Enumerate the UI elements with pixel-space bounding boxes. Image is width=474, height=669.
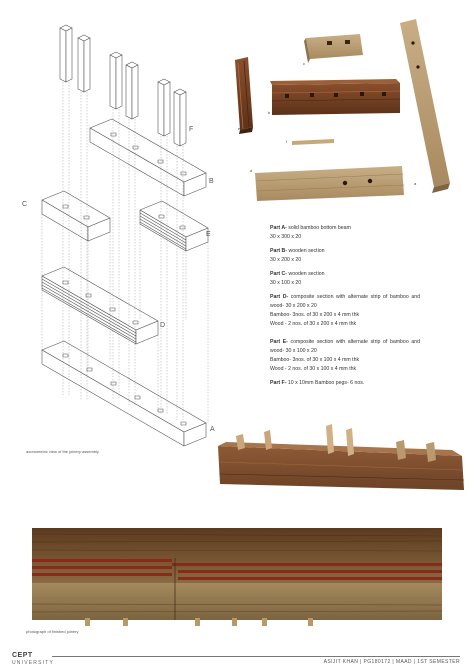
peg-group-top-right bbox=[158, 79, 186, 146]
photo-part-f bbox=[292, 139, 334, 145]
label-a: A bbox=[210, 426, 215, 433]
part-b-desc: Part B- wooden section 30 x 200 x 20 bbox=[270, 248, 325, 263]
isometric-assembly-diagram bbox=[0, 0, 240, 450]
finished-joinery-photo bbox=[0, 520, 474, 630]
label-f: F bbox=[189, 126, 194, 133]
label-b: B bbox=[209, 178, 214, 185]
photo-label-b: b bbox=[268, 110, 271, 115]
photo-part-e bbox=[235, 57, 253, 134]
author-info: ASIJIT KHAN | PG180172 | MAAD | 1ST SEMESTER bbox=[323, 659, 460, 665]
isometric-caption: axonometric view of the joinery assembly bbox=[26, 449, 99, 454]
part-d-desc: Part D- composite section with alternate strip of bamboo and wood- 30 x 200 x 20 Bamboo- 3nos. of 30 x 200 x 4 mm thk Wood - 2 nos. of 30 x 200 x 4 mm thk bbox=[270, 294, 420, 327]
photo-part-b bbox=[270, 79, 400, 115]
part-c-desc: Part C- wooden section 30 x 100 x 20 bbox=[270, 271, 325, 286]
photo-label-d: d bbox=[250, 168, 253, 173]
photo-label-c: c bbox=[303, 61, 305, 66]
peg-group-top-middle bbox=[110, 52, 138, 119]
assembled-joint-photo bbox=[212, 418, 474, 498]
university-logo-line2: UNIVERSITY bbox=[12, 660, 55, 666]
finished-photo-caption: photograph of finished joinery bbox=[26, 629, 79, 634]
peg-group-top-left bbox=[60, 25, 90, 92]
part-d-beam bbox=[42, 267, 158, 344]
photo-label-a: a bbox=[414, 181, 417, 186]
university-logo-line1: CEPT bbox=[12, 652, 33, 659]
part-a-beam bbox=[42, 341, 206, 446]
photo-label-e: e bbox=[238, 126, 241, 131]
parts-photo bbox=[230, 15, 474, 205]
part-e-beam bbox=[140, 201, 208, 251]
label-e: E bbox=[206, 231, 211, 238]
part-c-beam bbox=[42, 191, 110, 241]
part-a-desc: Part A- solid bamboo bottom beam 30 x 300 x 20 bbox=[270, 225, 351, 240]
part-f-desc: Part F- 10 x 10mm Bamboo pegs- 6 nos. bbox=[270, 380, 365, 386]
label-d: D bbox=[160, 322, 166, 329]
photo-part-d bbox=[255, 166, 404, 201]
label-c: C bbox=[22, 201, 28, 208]
photo-label-f: f bbox=[286, 139, 288, 144]
footer-divider bbox=[52, 656, 460, 657]
part-e-desc: Part E- composite section with alternate strip of bamboo and wood- 30 x 100 x 20 Bamboo- 3nos. of 30 x 100 x 4 mm thk Wood - 2 nos. of 30 x 100 x 4 mm thk bbox=[270, 339, 420, 372]
photo-part-c bbox=[304, 34, 363, 63]
photo-part-a bbox=[400, 19, 450, 193]
